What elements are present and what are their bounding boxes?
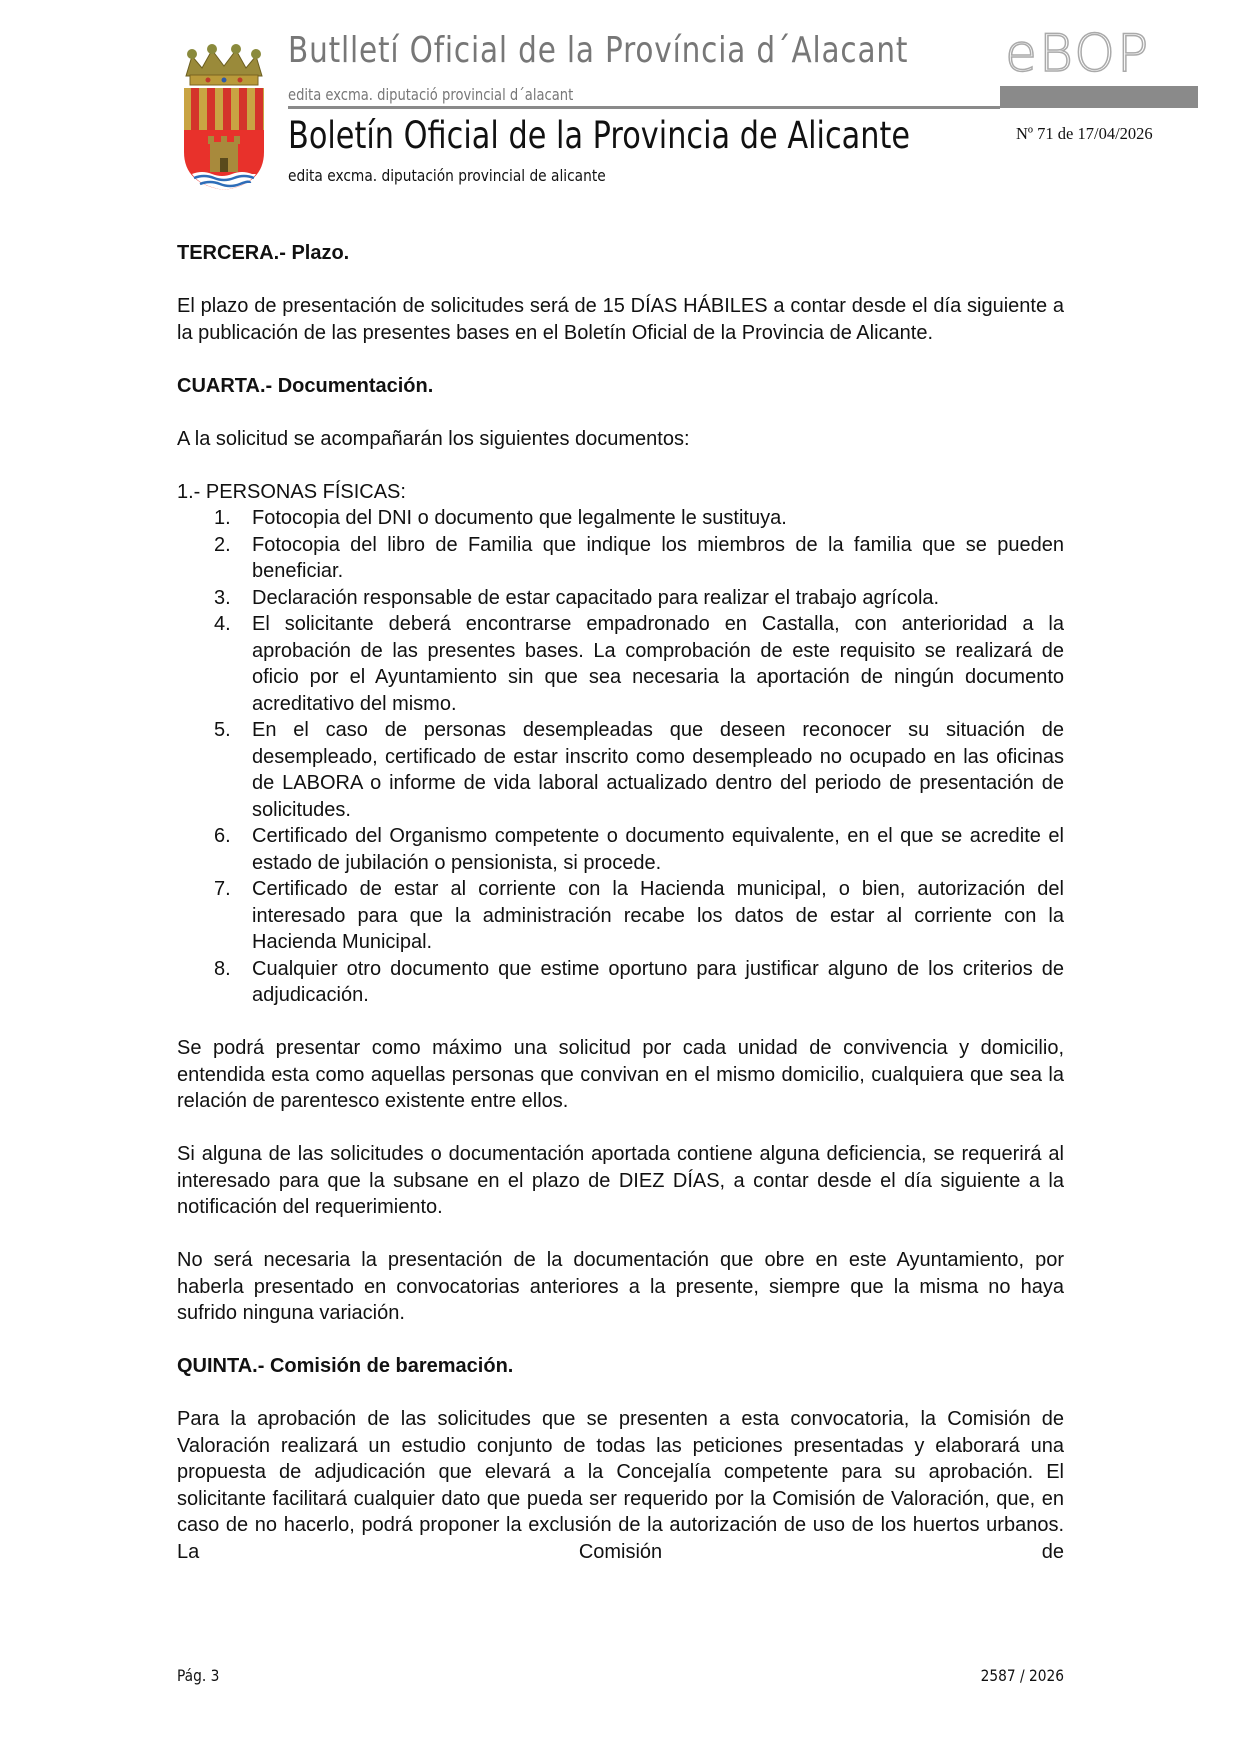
list-item-text: Cualquier otro documento que estime oportuno para justificar alguno de los criterios de adjudicación.: [252, 957, 1064, 1006]
list-item: [177, 611, 1064, 717]
list-item: [177, 823, 1064, 876]
issue-number: Nº 71 de 17/04/2026: [1016, 124, 1153, 143]
list-item-text: Certificado del Organismo competente o documento equivalente, en el que se acredite el estado de jubilación o pensionista, si procede.: [252, 825, 1064, 874]
header-divider: [288, 106, 1000, 109]
document-body: [177, 240, 1064, 1565]
document-reference: 2587 / 2026: [980, 1666, 1064, 1685]
list-item-number: 1.: [214, 507, 231, 529]
list-item-number: 3.: [214, 586, 231, 609]
list-item-text: En el caso de personas desempleadas que deseen reconocer su situación de desempleado, certificado de estar inscrito como desempleado no ocupado en las oficinas de LABORA o informe de vida laboral actualizado dentro del periodo de presentación de solicitudes.: [252, 719, 1064, 821]
bulletin-title-spanish: Boletín Oficial de la Provincia de Alicante: [288, 114, 911, 157]
list-item: [177, 505, 1064, 532]
list-item-number: 8.: [214, 957, 231, 980]
bulletin-title-valencian: Butlletí Oficial de la Província d´Alacant: [288, 30, 909, 71]
ebop-logo: eBOP: [1005, 24, 1151, 84]
list-item-number: 7.: [214, 878, 231, 900]
paragraph-cuarta-intro: A la solicitud se acompañarán los siguientes documentos:: [177, 427, 690, 450]
list-item-text: Certificado de estar al corriente con la Hacienda municipal, o bien, autorización del interesado para que la administración recabe los datos de estar al corriente con la Hacienda Municipal.: [252, 878, 1064, 953]
list-item-text: El solicitante deberá encontrarse empadronado en Castalla, con anterioridad a la aprobación de las presentes bases. La comprobación de este requisito se realizará de oficio por el Ayuntamiento sin que sea necesaria la aportación de ningún documento acreditativo del mismo.: [252, 613, 1064, 715]
list-item: [177, 876, 1064, 956]
list-item: [177, 585, 1064, 612]
section-heading-cuarta: CUARTA.- Documentación.: [177, 374, 434, 397]
header-divider-bar: [1000, 86, 1198, 108]
paragraph-cuarta-1: Se podrá presentar como máximo una solicitud por cada unidad de convivencia y domicilio, entendida esta como aquellas personas que convivan en el mismo domicilio, cualquiera que sea la relación de parentesco existente entre ellos.: [177, 1037, 1064, 1112]
bulletin-subtitle-valencian: edita excma. diputació provincial d´alacant: [288, 85, 574, 104]
section-heading-quinta: QUINTA.- Comisión de baremación.: [177, 1355, 514, 1377]
coat-of-arms-icon: [178, 42, 270, 192]
list-item-text: Fotocopia del libro de Familia que indique los miembros de la familia que se pueden beneficiar.: [252, 533, 1064, 582]
bulletin-subtitle-spanish: edita excma. diputación provincial de alicante: [288, 166, 606, 185]
paragraph-tercera: El plazo de presentación de solicitudes será de 15 DÍAS HÁBILES a contar desde el día siguiente a la publicación de las presentes bases en el Boletín Oficial de la Provincia de Alicante.: [177, 295, 1064, 344]
list-item-number: 2.: [214, 533, 231, 556]
page-number: Pág. 3: [177, 1666, 220, 1685]
list-item-number: 6.: [214, 825, 231, 847]
paragraph-cuarta-2: Si alguna de las solicitudes o documentación aportada contiene alguna deficiencia, se requerirá al interesado para que la subsane en el plazo de DIEZ DÍAS, a contar desde el día siguiente a la notificación del requerimiento.: [177, 1143, 1064, 1218]
subheading-personas-fisicas: 1.- PERSONAS FÍSICAS:: [177, 480, 406, 503]
documents-list: [177, 505, 1064, 1009]
list-item-number: 4.: [214, 613, 231, 635]
paragraph-quinta: Para la aprobación de las solicitudes que se presenten a esta convocatoria, la Comisión de Valoración realizará un estudio conjunto de todas las peticiones presentadas y elaborará una propuesta de adjudicación que elevará a la Concejalía competente para su aprobación. El solicitante facilitará cualquier dato que pueda ser requerido por la Comisión de Valoración, que, en caso de no hacerlo, podrá proponer la exclusión de la autorización de uso de los huertos urbanos. La Comisión de: [177, 1408, 1064, 1563]
list-item: [177, 717, 1064, 823]
list-item-text: Fotocopia del DNI o documento que legalmente le sustituya.: [252, 507, 787, 529]
list-item-number: 5.: [214, 719, 231, 741]
list-item: [177, 956, 1064, 1009]
section-heading-tercera: TERCERA.- Plazo.: [177, 242, 350, 264]
list-item: [177, 532, 1064, 585]
list-item-text: Declaración responsable de estar capacitado para realizar el trabajo agrícola.: [252, 586, 940, 609]
paragraph-cuarta-3: No será necesaria la presentación de la documentación que obre en este Ayuntamiento, por haberla presentado en convocatorias anteriores a la presente, siempre que la misma no haya sufrido ninguna variación.: [177, 1249, 1064, 1324]
